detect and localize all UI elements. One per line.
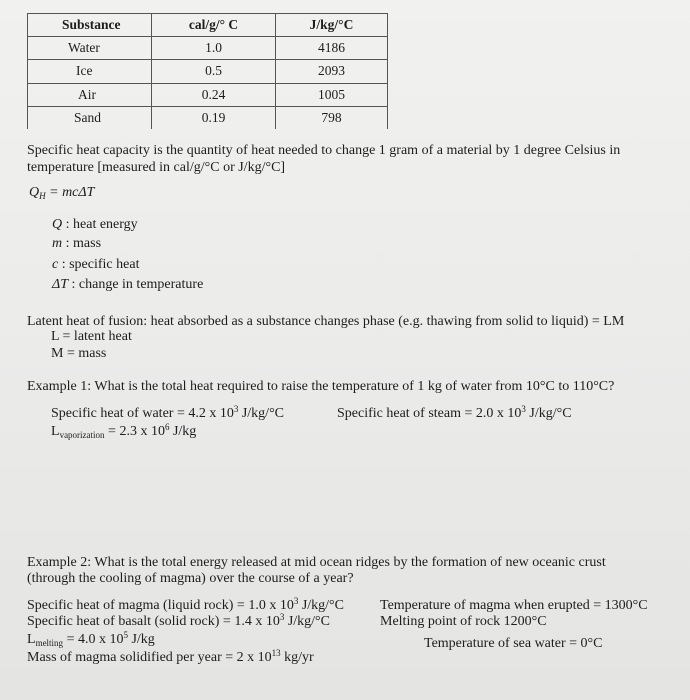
table-cell: Air <box>28 83 152 106</box>
value-text: Mass of magma solidified per year = 2 x 10 <box>27 650 272 665</box>
value-unit: J/kg/°C <box>298 598 344 613</box>
table-cell: Ice <box>28 60 152 83</box>
value-exponent: 3 <box>293 596 299 606</box>
table-row <box>28 106 388 129</box>
variable-c <box>52 256 139 273</box>
value-exponent: 3 <box>279 612 285 622</box>
value-unit: J/kg <box>169 424 197 439</box>
example-2-melting-point: Melting point of rock 1200°C <box>380 614 547 629</box>
table-row <box>28 83 388 106</box>
value-text: Specific heat of steam = 2.0 x 10 <box>337 406 522 421</box>
variable-delta-t <box>52 276 203 293</box>
variable-desc: : mass <box>62 236 102 251</box>
value-symbol: L <box>27 632 36 647</box>
value-text: Specific heat of basalt (solid rock) = 1.4 x 10 <box>27 614 280 629</box>
value-exponent: 13 <box>271 648 281 658</box>
variable-symbol: m <box>52 236 63 251</box>
example-1-question: Example 1: What is the total heat required to raise the temperature of 1 kg of water from 10°C to 110°C? <box>27 379 615 394</box>
value-text: Specific heat of magma (liquid rock) = 1.0 x 10 <box>27 598 294 613</box>
value-text: = 4.0 x 10 <box>63 632 124 647</box>
table-cell: 0.24 <box>152 83 276 106</box>
table-row <box>28 37 388 60</box>
variable-desc: : change in temperature <box>68 277 204 292</box>
example-1-latent-vaporization <box>51 423 196 440</box>
table-cell: 798 <box>276 106 388 129</box>
value-unit: kg/yr <box>280 650 314 665</box>
example-2-magma-mass <box>27 649 314 666</box>
variable-symbol: ΔT <box>52 277 69 292</box>
definition-line-2: temperature [measured in cal/g/°C or J/kg/°C] <box>27 160 286 175</box>
value-text: Specific heat of water = 4.2 x 10 <box>51 406 234 421</box>
value-subscript: melting <box>35 638 64 648</box>
value-unit: J/kg/°C <box>284 614 330 629</box>
variable-m <box>52 235 101 252</box>
value-unit: J/kg <box>127 632 155 647</box>
example-2-question-line-1: Example 2: What is the total energy released at mid ocean ridges by the formation of new oceanic crust <box>27 555 606 570</box>
heat-formula <box>29 184 94 201</box>
value-subscript: vaporization <box>59 430 105 440</box>
example-2-eruption-temperature: Temperature of magma when erupted = 1300°C <box>380 598 648 613</box>
example-2-magma-heat <box>27 597 344 614</box>
example-2-latent-melting <box>27 631 155 648</box>
value-text: = 2.3 x 10 <box>104 424 165 439</box>
variable-symbol: c <box>52 257 59 272</box>
table-cell: Sand <box>28 106 152 129</box>
header-cal: cal/g/° C <box>152 14 276 37</box>
variable-q <box>52 216 138 233</box>
variable-symbol: Q <box>52 217 63 232</box>
example-2-basalt-heat <box>27 613 330 630</box>
definition-line-1: Specific heat capacity is the quantity of heat needed to change 1 gram of a material by 1 degree Celsius in <box>27 143 621 158</box>
variable-desc: : specific heat <box>58 257 140 272</box>
latent-heat-line-1: Latent heat of fusion: heat absorbed as a substance changes phase (e.g. thawing from solid to liquid) = LM <box>27 314 625 329</box>
value-exponent: 5 <box>123 630 128 640</box>
table-cell: 0.5 <box>152 60 276 83</box>
table-cell: 4186 <box>276 37 388 60</box>
header-substance: Substance <box>28 14 152 37</box>
table-row <box>28 60 388 83</box>
table-cell: 1.0 <box>152 37 276 60</box>
table-cell: 1005 <box>276 83 388 106</box>
example-1-water-heat <box>51 405 284 422</box>
value-exponent: 3 <box>521 404 526 414</box>
value-unit: J/kg/°C <box>238 406 285 421</box>
latent-heat-line-2: L = latent heat <box>51 329 132 344</box>
latent-heat-line-3: M = mass <box>51 346 107 361</box>
variable-desc: : heat energy <box>62 217 138 232</box>
value-exponent: 3 <box>233 404 239 414</box>
table-cell: 2093 <box>276 60 388 83</box>
value-symbol: L <box>51 424 60 439</box>
value-unit: J/kg/°C <box>525 406 572 421</box>
table-cell: Water <box>28 37 152 60</box>
table-header-row <box>28 14 388 37</box>
example-2-question-line-2: (through the cooling of magma) over the course of a year? <box>27 571 354 586</box>
value-exponent: 6 <box>164 422 170 432</box>
example-2-sea-water-temperature: Temperature of sea water = 0°C <box>424 636 603 651</box>
table-cell: 0.19 <box>152 106 276 129</box>
formula-rhs: = mcΔT <box>45 185 95 200</box>
formula-lhs: Q <box>29 185 40 200</box>
formula-lhs-sub: H <box>39 191 46 201</box>
header-joule: J/kg/°C <box>276 14 388 37</box>
example-1-steam-heat <box>337 405 572 422</box>
specific-heat-table <box>27 13 388 129</box>
